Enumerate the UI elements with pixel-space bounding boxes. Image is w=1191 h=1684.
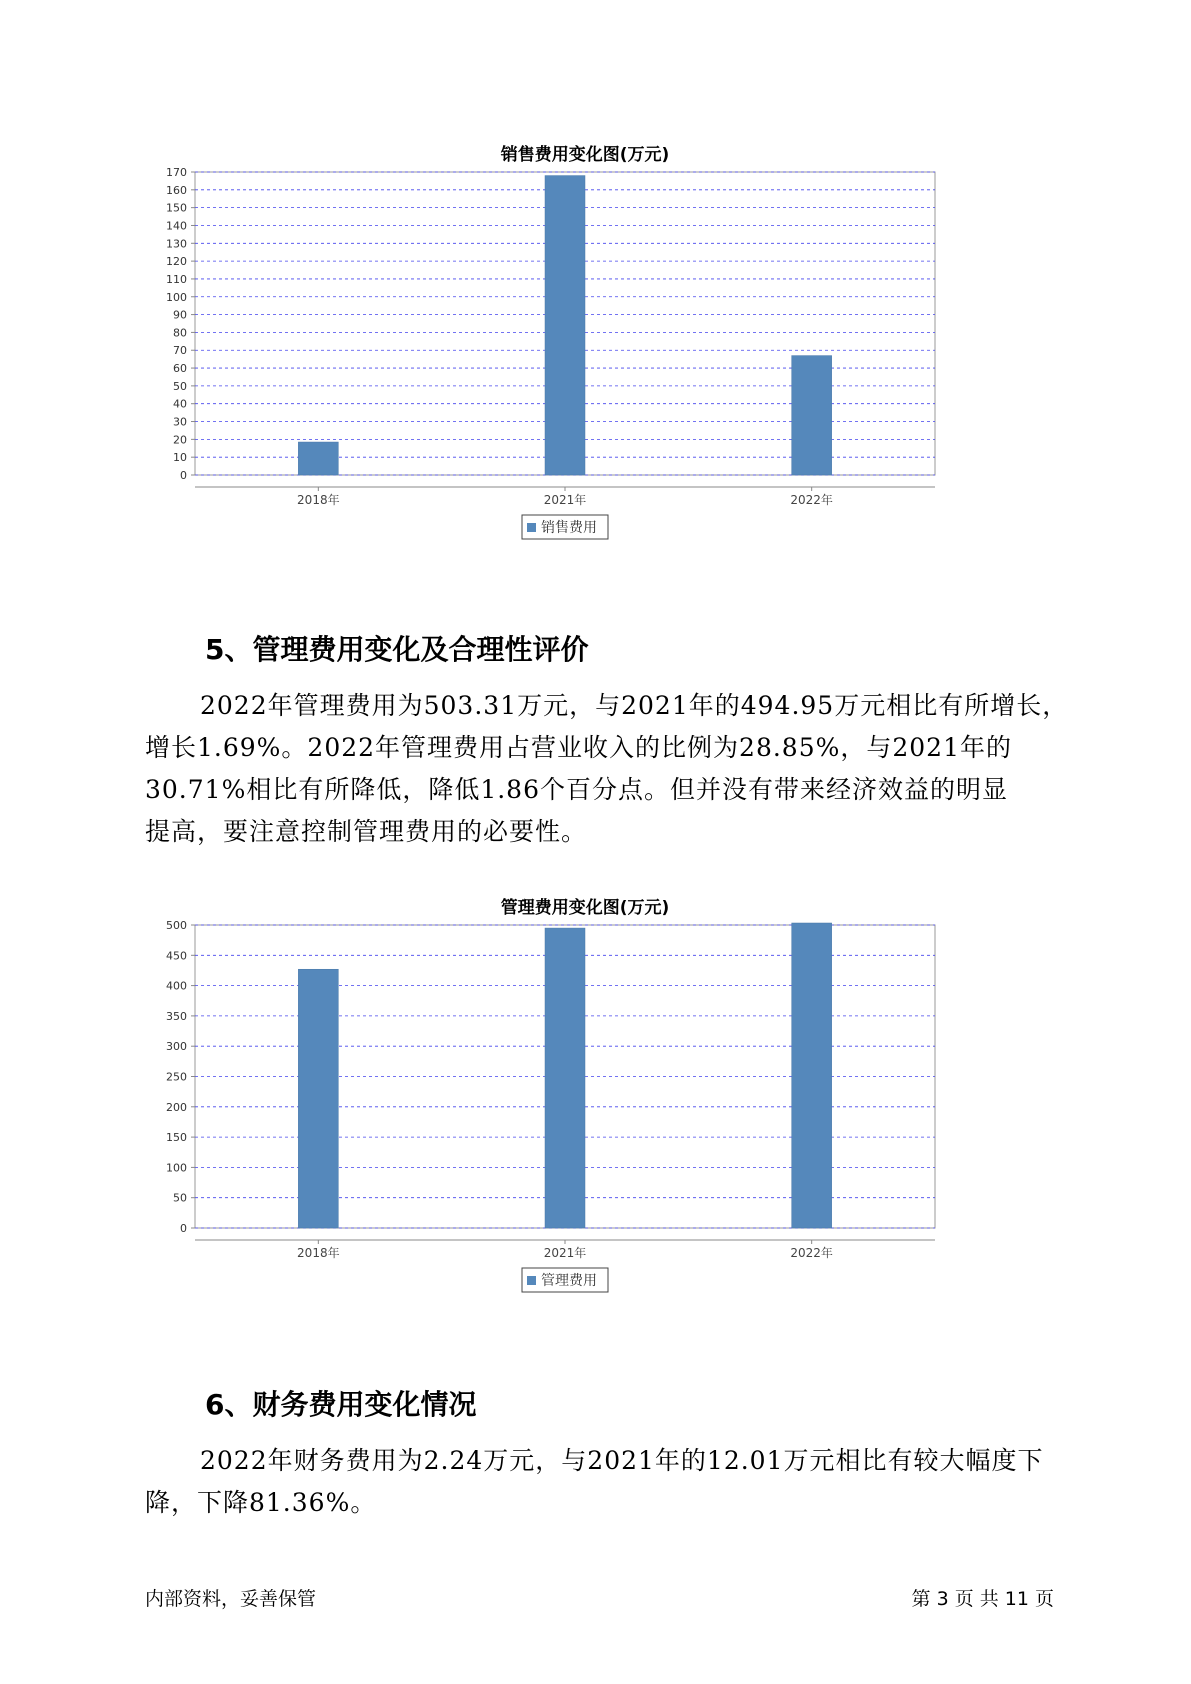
section-6-paragraph <box>145 1440 1065 1524</box>
sales-chart-title: 销售费用变化图(万元) <box>500 145 670 165</box>
legend-swatch <box>527 1276 536 1285</box>
bar <box>298 969 338 1228</box>
y-tick-label: 0 <box>180 469 187 482</box>
y-tick-label: 80 <box>173 326 187 340</box>
bar <box>792 356 832 475</box>
y-tick-label: 50 <box>173 379 187 393</box>
section-5-paragraph <box>145 685 1069 853</box>
legend <box>522 515 608 539</box>
y-tick-label: 90 <box>173 308 187 322</box>
y-tick-label: 160 <box>166 183 187 197</box>
y-tick-label: 30 <box>173 415 187 429</box>
admin-chart-svg <box>150 913 1020 1313</box>
bar <box>545 176 585 475</box>
x-tick-label: 2022年 <box>790 493 833 507</box>
bar <box>298 442 338 475</box>
bar <box>792 923 832 1228</box>
y-tick-label: 100 <box>166 1161 187 1175</box>
y-tick-label: 100 <box>166 290 187 304</box>
sales-chart <box>150 140 1020 560</box>
y-tick-label: 120 <box>166 255 187 269</box>
section-5-heading: 5、管理费用变化及合理性评价 <box>205 633 589 666</box>
y-tick-label: 0 <box>180 1222 187 1235</box>
section-6-heading: 6、财务费用变化情况 <box>205 1388 477 1421</box>
y-tick-label: 500 <box>166 919 187 932</box>
footer-confidential-note: 内部资料，妥善保管 <box>145 1588 317 1610</box>
paragraph-line: 提高，要注意控制管理费用的必要性。 <box>145 817 588 846</box>
y-tick-label: 300 <box>166 1040 187 1054</box>
y-tick-label: 200 <box>166 1100 187 1114</box>
admin-chart-title: 管理费用变化图(万元) <box>500 898 670 918</box>
legend-swatch <box>527 523 536 532</box>
legend <box>522 1268 608 1292</box>
x-tick-label: 2018年 <box>297 493 340 507</box>
bar <box>545 928 585 1228</box>
y-tick-label: 50 <box>173 1191 187 1205</box>
paragraph-line: 增长1.69%。2022年管理费用占营业收入的比例为28.85%，与2021年的 <box>145 733 1012 762</box>
y-tick-label: 130 <box>166 237 187 251</box>
footer-page-number: 第 3 页 共 11 页 <box>911 1588 1054 1610</box>
legend-label: 管理费用 <box>541 1273 597 1289</box>
paragraph-line: 2022年管理费用为503.31万元，与2021年的494.95万元相比有所增长， <box>200 691 1069 720</box>
y-tick-label: 40 <box>173 397 187 411</box>
sales-chart-svg <box>150 160 1020 560</box>
y-tick-label: 250 <box>166 1070 187 1084</box>
y-tick-label: 60 <box>173 362 187 376</box>
y-tick-label: 150 <box>166 201 187 215</box>
y-tick-label: 450 <box>166 949 187 963</box>
paragraph-line: 2022年财务费用为2.24万元，与2021年的12.01万元相比有较大幅度下 <box>200 1446 1044 1475</box>
y-tick-label: 150 <box>166 1131 187 1145</box>
y-tick-label: 350 <box>166 1009 187 1023</box>
x-tick-label: 2021年 <box>543 493 587 507</box>
y-tick-label: 70 <box>173 344 187 358</box>
paragraph-line: 30.71%相比有所降低，降低1.86个百分点。但并没有带来经济效益的明显 <box>145 775 1008 804</box>
x-tick-label: 2022年 <box>790 1246 833 1260</box>
y-tick-label: 110 <box>166 272 187 286</box>
legend-label: 销售费用 <box>541 520 597 536</box>
x-tick-label: 2018年 <box>297 1246 340 1260</box>
y-tick-label: 140 <box>166 219 187 233</box>
y-tick-label: 400 <box>166 979 187 993</box>
y-tick-label: 10 <box>173 451 187 465</box>
y-tick-label: 170 <box>166 166 187 179</box>
x-tick-label: 2021年 <box>543 1246 587 1260</box>
y-tick-label: 20 <box>173 433 187 447</box>
admin-chart <box>150 893 1020 1313</box>
paragraph-line: 降，下降81.36%。 <box>145 1488 377 1517</box>
